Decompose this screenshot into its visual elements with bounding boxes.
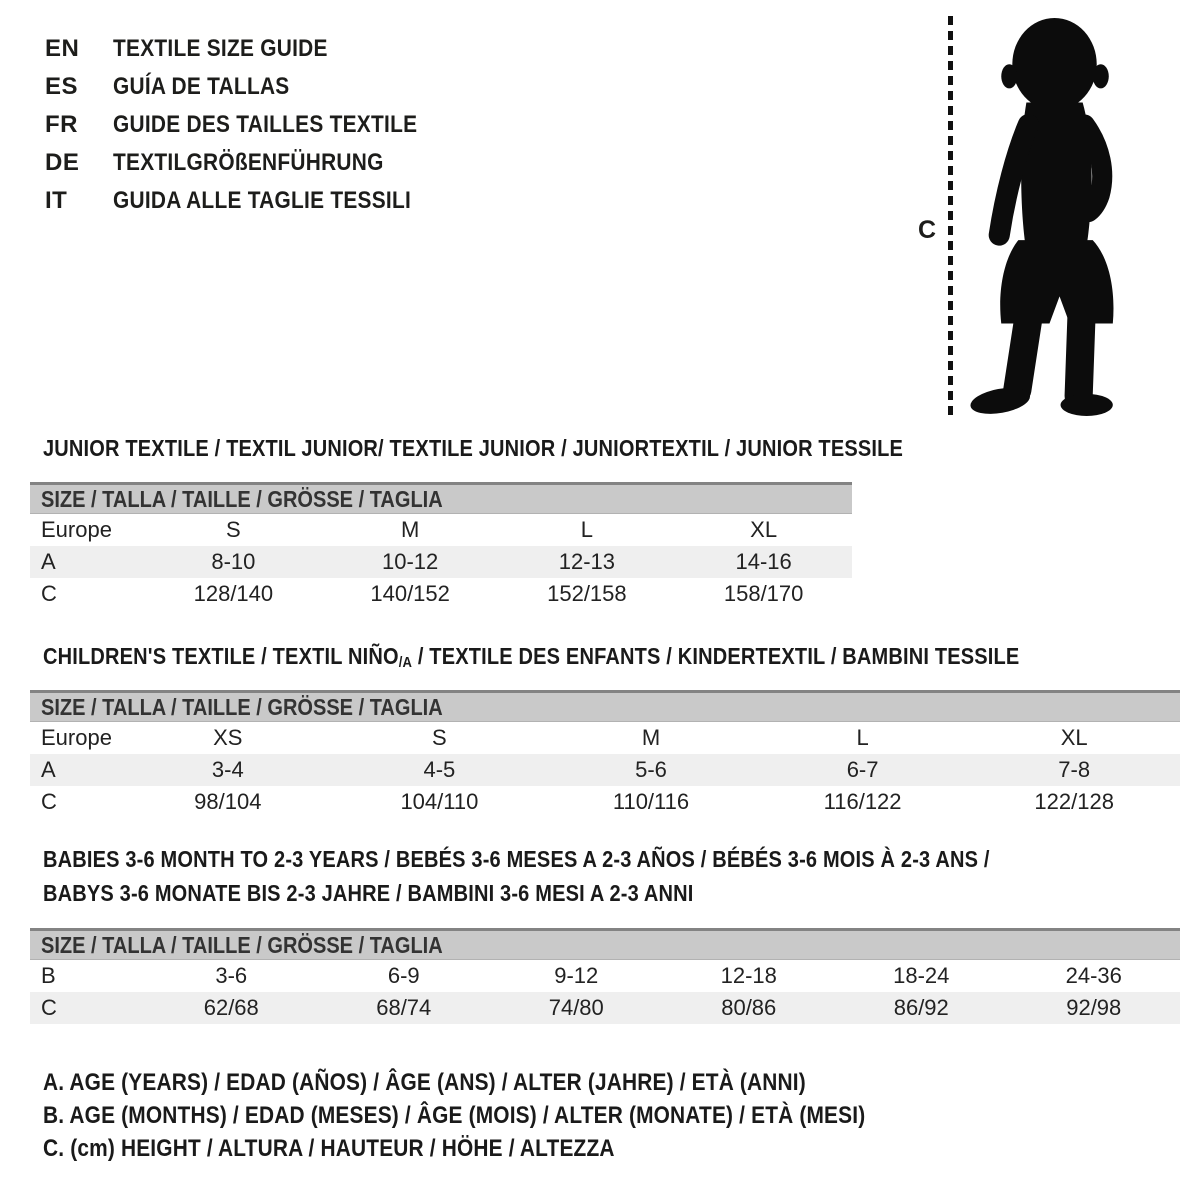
height-cell: 86/92 — [893, 995, 949, 1020]
row-label: C — [41, 581, 57, 606]
height-cell: 68/74 — [376, 995, 432, 1020]
age-cell: 3-4 — [211, 757, 244, 782]
babies-age-row — [30, 960, 1180, 992]
row-label: C — [41, 789, 57, 814]
height-cell: 98/104 — [194, 789, 262, 814]
size-cell: XL — [1060, 725, 1088, 750]
footnote-c: C. (cm) HEIGHT / ALTURA / HAUTEUR / HÖHE / ALTEZZA — [43, 1135, 615, 1162]
babies-section-title-line1: BABIES 3-6 MONTH TO 2-3 YEARS / BEBÉS 3-6 MESES A 2-3 AÑOS / BÉBÉS 3-6 MOIS À 2-3 ANS / — [43, 846, 990, 872]
measure-label-c: C — [918, 216, 937, 244]
size-cell: M — [400, 517, 420, 542]
language-row-fr — [45, 106, 463, 144]
age-cell: 12-18 — [720, 963, 777, 988]
row-label: Europe — [41, 725, 112, 750]
junior-age-row — [30, 546, 852, 578]
height-cell: 122/128 — [1034, 789, 1114, 814]
footnote-a: A. AGE (YEARS) / EDAD (AÑOS) / ÂGE (ANS) / ALTER (JAHRE) / ETÀ (ANNI) — [43, 1069, 806, 1096]
size-cell: S — [226, 517, 241, 542]
size-header-label: SIZE / TALLA / TAILLE / GRÖSSE / TAGLIA — [41, 486, 443, 512]
size-cell: L — [580, 517, 593, 542]
age-cell: 10-12 — [381, 549, 439, 574]
junior-size-header — [30, 482, 852, 514]
language-code: FR — [45, 111, 78, 138]
children-title-pre: CHILDREN'S TEXTILE / TEXTIL NIÑO — [43, 643, 399, 669]
language-title: TEXTILGRÖßENFÜHRUNG — [113, 149, 384, 176]
junior-table — [30, 514, 852, 610]
babies-size-header — [30, 928, 1180, 960]
row-label: B — [41, 963, 56, 988]
language-title: TEXTILE SIZE GUIDE — [113, 35, 328, 62]
age-cell: 18-24 — [893, 963, 950, 988]
language-title: GUIDE DES TAILLES TEXTILE — [113, 111, 418, 138]
height-cell: 74/80 — [548, 995, 604, 1020]
size-header-label: SIZE / TALLA / TAILLE / GRÖSSE / TAGLIA — [41, 932, 443, 958]
age-cell: 3-6 — [215, 963, 248, 988]
size-cell: XS — [213, 725, 243, 750]
age-cell: 8-10 — [211, 549, 256, 574]
size-cell: XL — [750, 517, 778, 542]
language-code: IT — [45, 187, 68, 214]
language-code: EN — [45, 35, 80, 62]
children-height-row — [30, 786, 1180, 818]
height-cell: 80/86 — [721, 995, 777, 1020]
height-cell: 92/98 — [1066, 995, 1122, 1020]
age-cell: 14-16 — [735, 549, 792, 574]
babies-height-row — [30, 992, 1180, 1024]
language-row-it — [45, 182, 463, 220]
language-row-de — [45, 144, 463, 182]
babies-table — [30, 960, 1180, 1024]
height-cell: 128/140 — [193, 581, 274, 606]
age-cell: 4-5 — [423, 757, 456, 782]
toddler-silhouette-icon — [963, 14, 1139, 418]
language-title: GUIDA ALLE TAGLIE TESSILI — [113, 187, 412, 214]
language-code: ES — [45, 73, 79, 100]
children-age-row — [30, 754, 1180, 786]
language-code: DE — [45, 149, 80, 176]
junior-section-title: JUNIOR TEXTILE / TEXTIL JUNIOR/ TEXTILE JUNIOR / JUNIORTEXTIL / JUNIOR TESSILE — [43, 435, 904, 461]
language-title-block — [45, 30, 463, 220]
junior-height-row — [30, 578, 852, 610]
children-table — [30, 722, 1180, 818]
height-cell: 110/116 — [612, 789, 690, 814]
children-size-header — [30, 690, 1180, 722]
height-cell: 152/158 — [547, 581, 627, 606]
age-cell: 6-9 — [387, 963, 420, 988]
row-label: A — [41, 757, 56, 782]
age-cell: 24-36 — [1065, 963, 1122, 988]
size-cell: M — [641, 725, 661, 750]
children-title-post: / TEXTILE DES ENFANTS / KINDERTEXTIL / BAMBINI TESSILE — [412, 643, 1020, 669]
footnotes-block — [43, 1066, 988, 1165]
row-label: C — [41, 995, 57, 1020]
footnote-b: B. AGE (MONTHS) / EDAD (MESES) / ÂGE (MOIS) / ALTER (MONATE) / ETÀ (MESI) — [43, 1102, 866, 1129]
babies-section-title-line2: BABYS 3-6 MONATE BIS 2-3 JAHRE / BAMBINI 3-6 MESI A 2-3 ANNI — [43, 880, 694, 906]
height-measure-line — [948, 16, 953, 416]
size-cell: L — [856, 725, 869, 750]
age-cell: 7-8 — [1058, 757, 1091, 782]
children-size-row — [30, 722, 1180, 754]
height-cell: 158/170 — [723, 581, 804, 606]
height-cell: 116/122 — [823, 789, 902, 814]
height-cell: 104/110 — [400, 789, 479, 814]
junior-size-row — [30, 514, 852, 546]
row-label: Europe — [41, 517, 112, 542]
height-cell: 140/152 — [370, 581, 450, 606]
size-cell: S — [432, 725, 447, 750]
children-section-title — [43, 643, 1019, 671]
language-row-es — [45, 68, 463, 106]
age-cell: 6-7 — [846, 757, 879, 782]
language-row-en — [45, 30, 463, 68]
size-header-label: SIZE / TALLA / TAILLE / GRÖSSE / TAGLIA — [41, 694, 443, 720]
height-cell: 62/68 — [203, 995, 259, 1020]
age-cell: 5-6 — [635, 757, 667, 782]
age-cell: 12-13 — [558, 549, 616, 574]
age-cell: 9-12 — [554, 963, 599, 988]
children-title-sub: /A — [398, 654, 413, 671]
row-label: A — [41, 549, 56, 574]
language-title: GUÍA DE TALLAS — [113, 73, 290, 100]
